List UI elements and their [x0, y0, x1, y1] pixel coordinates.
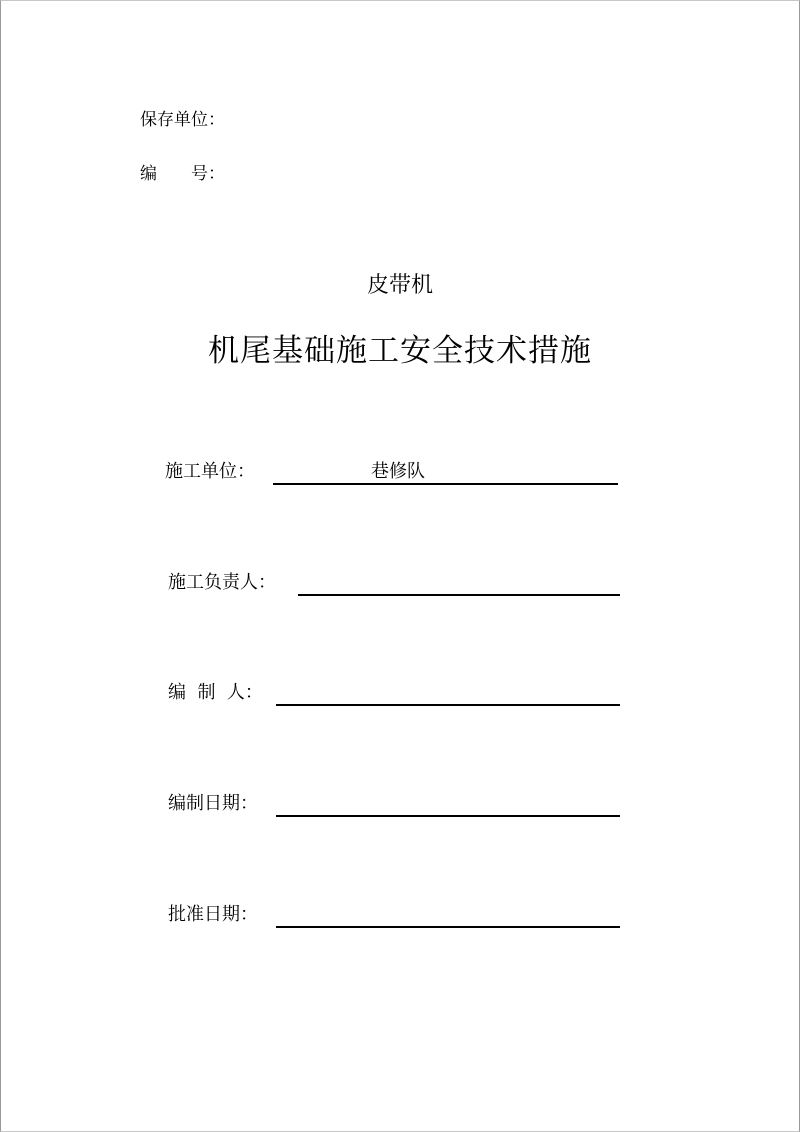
field-value: 巷修队	[371, 461, 425, 482]
field-approval-date	[168, 898, 623, 928]
field-label: 批准日期：	[168, 904, 258, 925]
field-label: 编 制 人：	[168, 682, 263, 703]
fill-line	[276, 704, 620, 706]
field-label: 施工负责人：	[168, 572, 276, 593]
keeper-unit-label: 保存单位：	[140, 110, 225, 130]
document-subtitle: 皮带机	[366, 273, 433, 298]
field-construction-unit	[165, 455, 620, 485]
field-label: 施工单位：	[165, 461, 255, 482]
field-label: 编制日期：	[168, 793, 258, 814]
field-compiler	[168, 676, 623, 706]
field-construction-leader	[168, 566, 623, 596]
fill-line	[298, 594, 620, 596]
fill-line	[276, 926, 620, 928]
fill-line	[273, 483, 618, 485]
field-compile-date	[168, 787, 623, 817]
document-number-label: 编 号：	[140, 164, 225, 184]
fill-line	[276, 815, 620, 817]
document-title: 机尾基础施工安全技术措施	[208, 333, 592, 369]
